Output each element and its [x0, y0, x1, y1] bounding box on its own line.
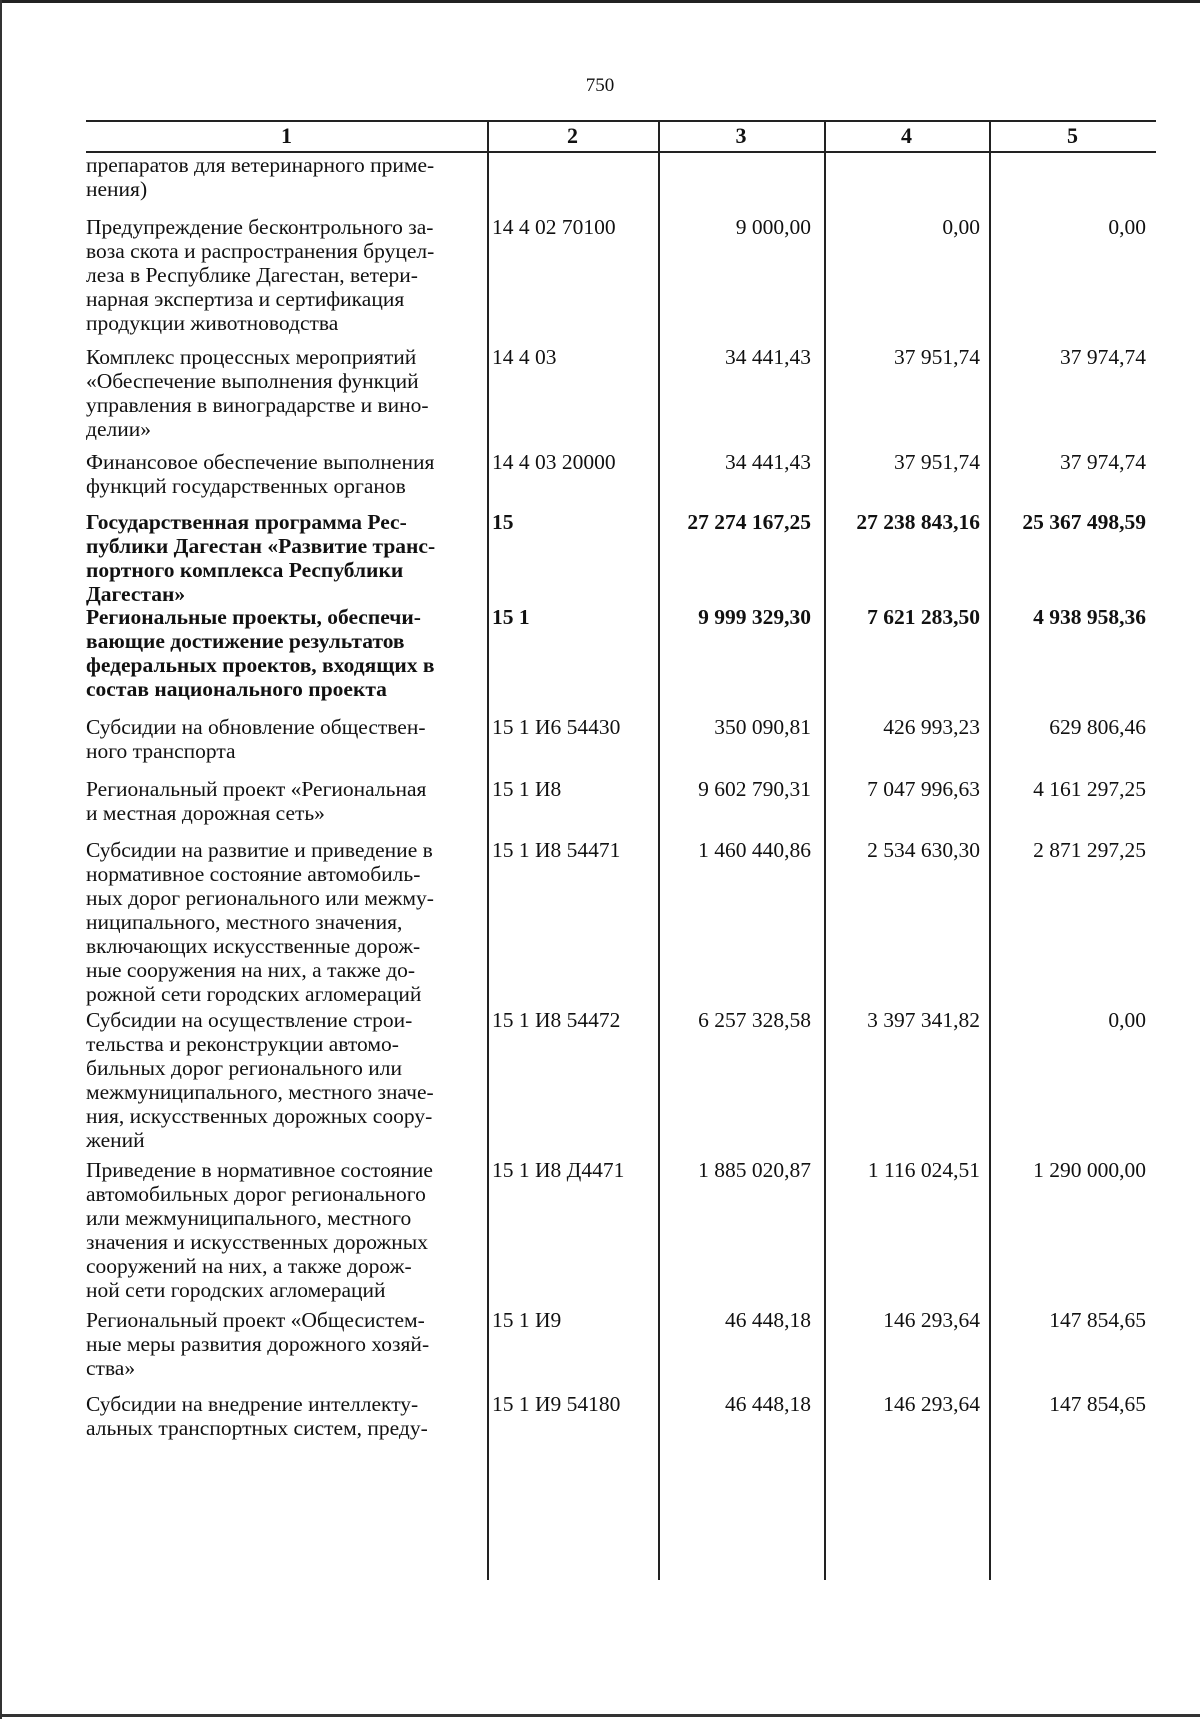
- row-name-line: ной сети городских агломераций: [86, 1278, 386, 1302]
- column-divider-2: [658, 120, 660, 1580]
- row-value-col3: 9 602 790,31: [698, 777, 811, 801]
- row-name: [86, 215, 486, 335]
- row-name-line: тельства и реконструкции автомо-: [86, 1032, 399, 1056]
- row-name-line: Комплекс процессных мероприятий: [86, 345, 417, 369]
- row-value-col5: 0,00: [1108, 215, 1146, 239]
- row-code: 15: [492, 510, 514, 534]
- row-value-col4: 1 116 024,51: [867, 1158, 980, 1182]
- row-name: [86, 1308, 486, 1380]
- scan-edge-top: [0, 0, 1200, 3]
- row-name-line: ниципального, местного значения,: [86, 910, 403, 934]
- row-code: 15 1 И8: [492, 777, 562, 801]
- row-name-line: автомобильных дорог регионального: [86, 1182, 426, 1206]
- row-name-line: нормативное состояние автомобиль-: [86, 862, 421, 886]
- row-value-col4: 27 238 843,16: [856, 510, 980, 534]
- row-value-col4: 426 993,23: [883, 715, 980, 739]
- row-code: 14 4 03 20000: [492, 450, 616, 474]
- row-name-line: Субсидии на обновление обществен-: [86, 715, 426, 739]
- row-name-line: «Обеспечение выполнения функций: [86, 369, 419, 393]
- row-name-line: и местная дорожная сеть»: [86, 801, 325, 825]
- row-name-line: ства»: [86, 1356, 136, 1380]
- row-name: [86, 1392, 486, 1440]
- row-value-col5: 0,00: [1108, 1008, 1146, 1032]
- row-name-line: продукции животноводства: [86, 311, 339, 335]
- header-col-3: 3: [735, 123, 747, 148]
- row-name-line: ного транспорта: [86, 739, 236, 763]
- row-name-line: Финансовое обеспечение выполнения: [86, 450, 435, 474]
- row-value-col3: 46 448,18: [725, 1392, 811, 1416]
- row-code: 15 1 И8 54471: [492, 838, 621, 862]
- row-value-col5: 147 854,65: [1049, 1392, 1146, 1416]
- row-name-line: состав национального проекта: [86, 677, 387, 701]
- row-name-line: Государственная программа Рес-: [86, 510, 407, 534]
- row-name-line: бильных дорог регионального или: [86, 1056, 402, 1080]
- row-name-line: значения и искусственных дорожных: [86, 1230, 428, 1254]
- row-value-col3: 1 885 020,87: [698, 1158, 811, 1182]
- row-name-line: межмуниципального, местного значе-: [86, 1080, 434, 1104]
- row-name-line: препаратов для ветеринарного приме-: [86, 153, 435, 177]
- row-name-line: вающие достижение результатов: [86, 629, 405, 653]
- budget-table: [86, 120, 1156, 1580]
- row-value-col4: 37 951,74: [894, 450, 980, 474]
- row-name-line: Региональный проект «Общесистем-: [86, 1308, 425, 1332]
- row-value-col3: 9 000,00: [735, 215, 811, 239]
- row-value-col5: 37 974,74: [1060, 345, 1146, 369]
- row-value-col5: 25 367 498,59: [1022, 510, 1146, 534]
- row-value-col4: 7 047 996,63: [867, 777, 980, 801]
- row-value-col5: 4 161 297,25: [1033, 777, 1146, 801]
- row-name-line: нения): [86, 177, 148, 201]
- row-value-col4: 3 397 341,82: [867, 1008, 980, 1032]
- row-value-col5: 4 938 958,36: [1033, 605, 1146, 629]
- row-name-line: воза скота и распространения бруцел-: [86, 239, 435, 263]
- row-code: 15 1 И6 54430: [492, 715, 621, 739]
- row-value-col3: 27 274 167,25: [687, 510, 811, 534]
- row-name-line: сооружений на них, а также дорож-: [86, 1254, 412, 1278]
- header-col-5: 5: [1067, 123, 1078, 148]
- header-col-1: 1: [281, 123, 292, 148]
- row-name-line: леза в Республике Дагестан, ветери-: [86, 263, 418, 287]
- row-name-line: Субсидии на развитие и приведение в: [86, 838, 433, 862]
- row-name-line: функций государственных органов: [86, 474, 406, 498]
- row-value-col5: 147 854,65: [1049, 1308, 1146, 1332]
- row-name: [86, 510, 486, 606]
- row-value-col4: 2 534 630,30: [867, 838, 980, 862]
- row-value-col5: 629 806,46: [1049, 715, 1146, 739]
- row-name: [86, 153, 486, 201]
- row-name-line: ных дорог регионального или межму-: [86, 886, 434, 910]
- row-name-line: публики Дагестан «Развитие транс-: [86, 534, 436, 558]
- row-name-line: Предупреждение бесконтрольного за-: [86, 215, 434, 239]
- row-code: 14 4 03: [492, 345, 557, 369]
- row-code: 15 1 И8 Д4471: [492, 1158, 625, 1182]
- row-value-col3: 9 999 329,30: [698, 605, 811, 629]
- row-code: 15 1: [492, 605, 530, 629]
- row-value-col3: 6 257 328,58: [698, 1008, 811, 1032]
- row-name: [86, 777, 486, 825]
- row-name-line: альных транспортных систем, преду-: [86, 1416, 428, 1440]
- row-name: [86, 345, 486, 441]
- row-name-line: ния, искусственных дорожных соору-: [86, 1104, 433, 1128]
- row-name-line: или межмуниципального, местного: [86, 1206, 412, 1230]
- row-name-line: включающих искусственные дорож-: [86, 934, 421, 958]
- row-code: 14 4 02 70100: [492, 215, 616, 239]
- row-name-line: Региональный проект «Региональная: [86, 777, 427, 801]
- row-value-col4: 37 951,74: [894, 345, 980, 369]
- row-name: [86, 450, 486, 498]
- row-name: [86, 1008, 486, 1152]
- row-name-line: Приведение в нормативное состояние: [86, 1158, 433, 1182]
- row-value-col5: 1 290 000,00: [1033, 1158, 1146, 1182]
- row-value-col4: 146 293,64: [883, 1392, 980, 1416]
- row-name-line: управления в виноградарстве и вино-: [86, 393, 429, 417]
- column-divider-4: [989, 120, 991, 1580]
- page-number: 750: [585, 75, 615, 96]
- row-name-line: Дагестан»: [86, 582, 186, 606]
- row-name-line: Субсидии на осуществление строи-: [86, 1008, 413, 1032]
- row-name: [86, 605, 486, 701]
- row-value-col5: 2 871 297,25: [1033, 838, 1146, 862]
- row-value-col3: 46 448,18: [725, 1308, 811, 1332]
- row-value-col4: 146 293,64: [883, 1308, 980, 1332]
- row-value-col3: 1 460 440,86: [698, 838, 811, 862]
- row-name-line: ные сооружения на них, а также до-: [86, 958, 416, 982]
- header-col-4: 4: [901, 123, 912, 148]
- row-value-col3: 350 090,81: [714, 715, 811, 739]
- row-name-line: федеральных проектов, входящих в: [86, 653, 435, 677]
- scan-edge-bottom: [0, 1714, 1200, 1717]
- row-code: 15 1 И8 54472: [492, 1008, 621, 1032]
- row-code: 15 1 И9 54180: [492, 1392, 621, 1416]
- column-divider-1: [487, 120, 489, 1580]
- row-name-line: жений: [86, 1128, 145, 1152]
- row-name: [86, 838, 486, 1006]
- row-name-line: Субсидии на внедрение интеллекту-: [86, 1392, 419, 1416]
- row-value-col5: 37 974,74: [1060, 450, 1146, 474]
- row-value-col4: 0,00: [942, 215, 980, 239]
- row-name: [86, 715, 486, 763]
- row-value-col3: 34 441,43: [725, 345, 811, 369]
- row-value-col3: 34 441,43: [725, 450, 811, 474]
- row-code: 15 1 И9: [492, 1308, 562, 1332]
- row-name: [86, 1158, 486, 1302]
- row-name-line: Региональные проекты, обеспечи-: [86, 605, 421, 629]
- scan-edge-left: [0, 0, 2, 1719]
- header-col-2: 2: [567, 123, 578, 148]
- row-name-line: нарная экспертиза и сертификация: [86, 287, 405, 311]
- row-name-line: рожной сети городских агломераций: [86, 982, 422, 1006]
- row-name-line: портного комплекса Республики: [86, 558, 404, 582]
- row-name-line: ные меры развития дорожного хозяй-: [86, 1332, 430, 1356]
- row-value-col4: 7 621 283,50: [867, 605, 980, 629]
- row-name-line: делии»: [86, 417, 151, 441]
